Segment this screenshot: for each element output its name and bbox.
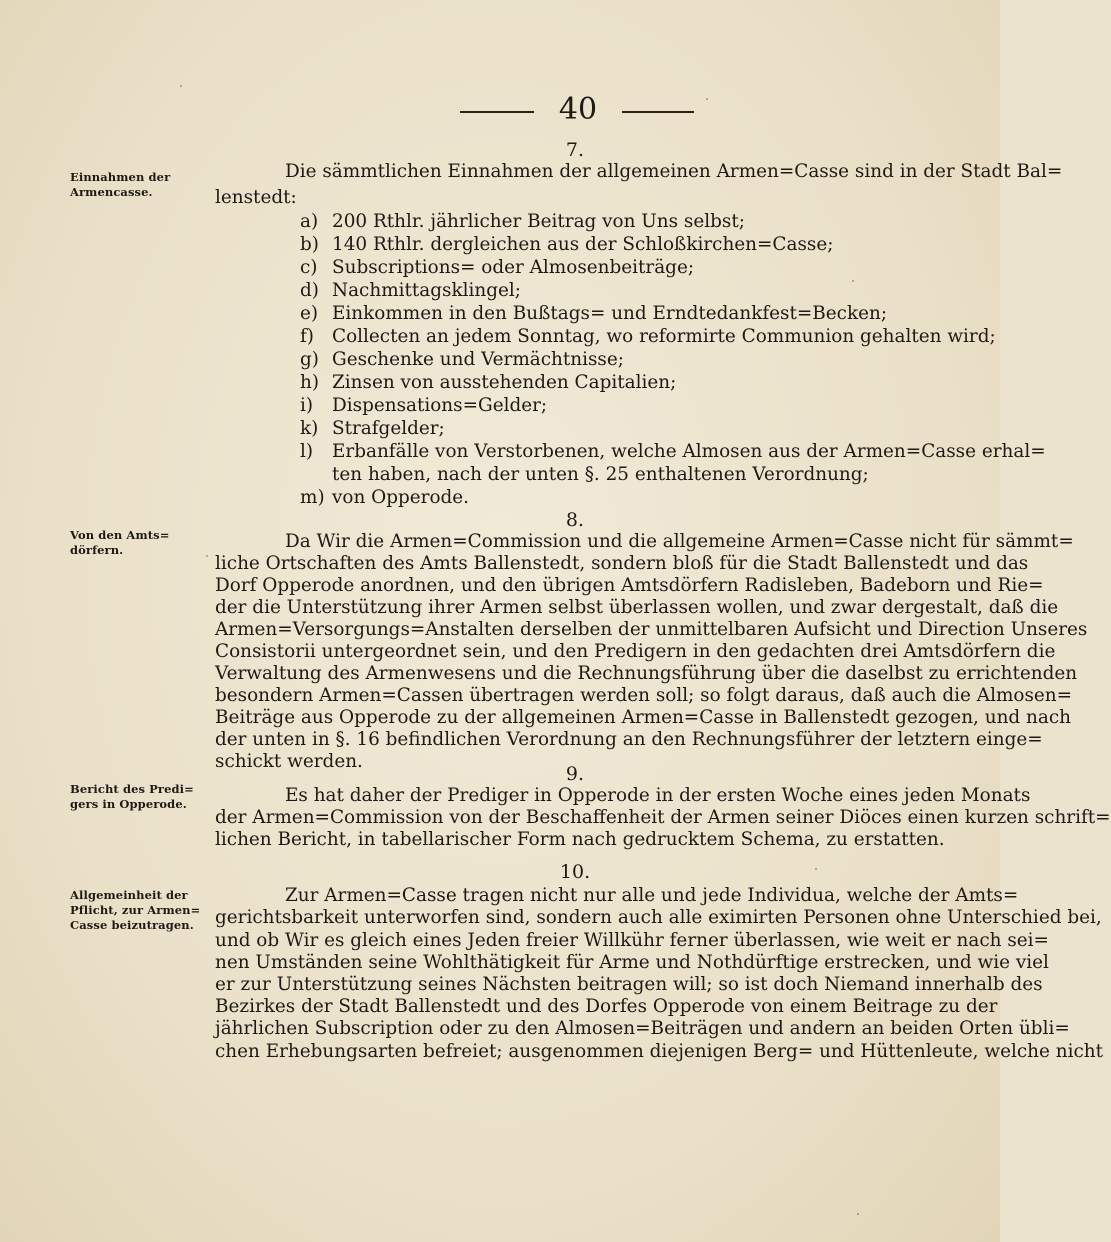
list-item-label: k) [300,418,319,439]
paragraph-line: der die Unterstützung ihrer Armen selbst überlassen wollen, und zwar dergestalt, daß die [215,597,1059,618]
section-8-number: 8. [565,509,585,531]
paper-speck [857,1213,859,1215]
margin-note-line: Bericht des Predi= [70,782,194,796]
list-item [300,486,945,510]
list-item-text: Erbanfälle von Verstorbenen, welche Almosen aus der Armen=Casse erhal= [332,441,1046,462]
paragraph-line: der Armen=Commission von der Beschaffenheit der Armen seiner Diöces einen kurzen schrift= [215,807,1111,828]
paper-speck [815,868,817,870]
list-item [300,302,945,326]
list-item-label: i) [300,395,314,416]
header-rule-right [622,111,694,113]
list-item-label: a) [300,211,319,232]
list-item [300,440,1046,464]
header-rule-left [460,111,534,113]
paper-speck [852,280,854,282]
paragraph-line: der unten in §. 16 befindlichen Verordnung an den Rechnungsführer der letztern einge= [215,729,1043,750]
paragraph-line: und ob Wir es gleich eines Jeden freier Willkühr ferner überlassen, wie weit er nach sei= [215,930,1049,951]
list-item [300,233,945,257]
list-item [300,371,945,395]
margin-note-s9 [70,782,210,812]
list-item-label: c) [300,257,318,278]
margin-note-line: Einnahmen der [70,170,171,184]
paragraph-line: jährlichen Subscription oder zu den Almosen=Beiträgen und andern an beiden Orten übli= [215,1018,1070,1039]
margin-note-line: Von den Amts= [70,528,170,542]
list-item-text: Nachmittagsklingel; [332,280,521,301]
list-item-text: Collecten an jedem Sonntag, wo reformirte Communion gehalten wird; [332,326,996,347]
paragraph-line: er zur Unterstützung seines Nächsten beitragen will; so ist doch Niemand innerhalb des [215,974,1043,995]
list-item-text: 200 Rthlr. jährlicher Beitrag von Uns selbst; [332,211,745,232]
list-item-label: b) [300,234,319,255]
list-item-continuation: ten haben, nach der unten §. 25 enthaltenen Verordnung; [332,464,869,485]
paragraph-line: besondern Armen=Cassen übertragen werden soll; so folgt daraus, daß auch die Almosen= [215,685,1073,706]
paragraph-line: Verwaltung des Armenwesens und die Rechnungsführung über die daselbst zu errichtenden [215,663,1078,684]
list-item-label: m) [300,487,325,508]
paper-speck [206,555,208,557]
paragraph-line: lichen Bericht, in tabellarischer Form nach gedrucktem Schema, zu erstatten. [215,829,945,850]
paragraph-line: schickt werden. [215,751,363,772]
paper-speck [180,85,182,87]
paragraph-line: Beiträge aus Opperode zu der allgemeinen Armen=Casse in Ballenstedt gezogen, und nach [215,707,1071,728]
list-item [300,325,996,349]
list-item-text: Subscriptions= oder Almosenbeiträge; [332,257,695,278]
list-item-text: 140 Rthlr. dergleichen aus der Schloßkirchen=Casse; [332,234,834,255]
list-item [300,279,945,303]
paragraph-line: chen Erhebungsarten befreiet; ausgenommen diejenigen Berg= und Hüttenleute, welche nicht [215,1041,1103,1062]
list-item-label: e) [300,303,319,324]
page-number: 40 [558,92,598,127]
list-item [300,417,945,441]
paragraph-line: gerichtsbarkeit unterworfen sind, sondern auch alle eximirten Personen ohne Unterschied bei, [215,907,1102,928]
list-item-text: Strafgelder; [332,418,445,439]
list-item-label: h) [300,372,320,393]
margin-note-line: Pflicht, zur Armen= [70,903,201,917]
paragraph-line: nen Umständen seine Wohlthätigkeit für Arme und Nothdürftige erstrecken, und wie viel [215,952,1049,973]
list-item-label: l) [300,441,314,462]
list-item-label: d) [300,280,319,301]
margin-note-s7 [70,170,210,200]
list-item-text: von Opperode. [332,487,470,508]
section-10-number: 10. [559,861,591,883]
section-7-number: 7. [565,139,585,161]
margin-note-line: gers in Opperode. [70,797,187,811]
paragraph-line: Armen=Versorgungs=Anstalten derselben der unmittelbaren Aufsicht und Direction Unseres [215,619,1088,640]
paragraph-line: Da Wir die Armen=Commission und die allgemeine Armen=Casse nicht für sämmt= [285,531,1074,552]
section-9-number: 9. [565,763,585,785]
margin-note-line: dörfern. [70,543,124,557]
paragraph-line: lenstedt: [215,187,297,208]
paragraph-line: liche Ortschaften des Amts Ballenstedt, sondern bloß für die Stadt Ballenstedt und das [215,553,1029,574]
paragraph-line: Bezirkes der Stadt Ballenstedt und des Dorfes Opperode von einem Beitrage zu der [215,996,998,1017]
margin-note-line: Casse beizutragen. [70,918,194,932]
list-item-label: f) [300,326,314,347]
list-item-text: Dispensations=Gelder; [332,395,548,416]
margin-note-s8 [70,528,210,558]
list-item [300,394,945,418]
list-item [300,256,945,280]
margin-note-s10 [70,888,210,933]
paragraph-line: Dorf Opperode anordnen, und den übrigen Amtsdörfern Radisleben, Badeborn und Rie= [215,575,1044,596]
paragraph-line: Zur Armen=Casse tragen nicht nur alle und jede Individua, welche der Amts= [285,885,1019,906]
list-item [300,348,945,372]
paper-speck [706,98,708,100]
paragraph-line: Die sämmtlichen Einnahmen der allgemeinen Armen=Casse sind in der Stadt Bal= [285,161,1063,182]
list-item-text: Einkommen in den Bußtags= und Erndtedankfest=Becken; [332,303,888,324]
list-item-label: g) [300,349,319,370]
list-item [300,210,945,234]
margin-note-line: Allgemeinheit der [70,888,188,902]
margin-note-line: Armencasse. [70,185,153,199]
list-item-text: Geschenke und Vermächtnisse; [332,349,624,370]
list-item-text: Zinsen von ausstehenden Capitalien; [332,372,677,393]
paragraph-line: Consistorii untergeordnet sein, und den Predigern in den gedachten drei Amtsdörfern die [215,641,1056,662]
paragraph-line: Es hat daher der Prediger in Opperode in der ersten Woche eines jeden Monats [285,785,1031,806]
